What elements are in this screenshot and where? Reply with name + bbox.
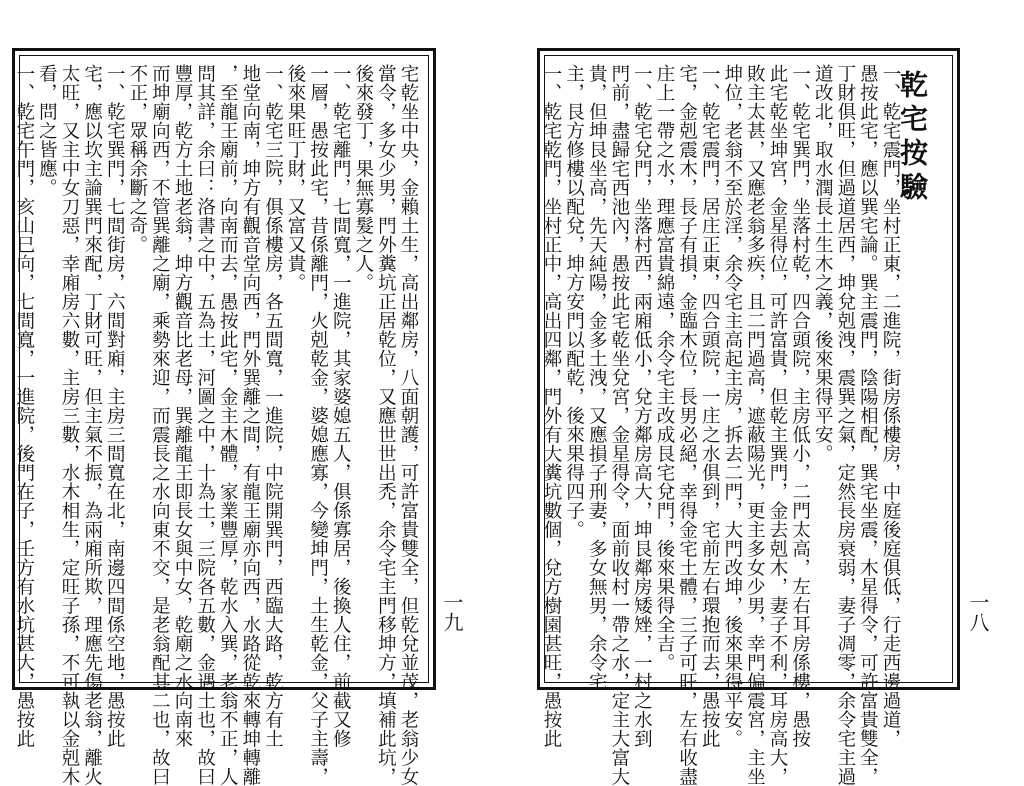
text-column: 太旺，又主中女刀惡，幸廂房六數，主房三數，水木相生，定旺子孫，不可執以金剋木	[59, 64, 80, 786]
text-column: 一、乾宅兌門，坐落村西，兩廂低小，兌方鄰房高大，坤艮鄰房矮矬，一村之水到	[631, 64, 653, 748]
text-column: 一、乾宅巽門，坐落村乾，四合頭院，主房低小，二門太高，左右耳房係樓，愚按	[789, 64, 811, 748]
text-column: 門前，盡歸宅西池內，愚按此宅乾坐兌宮，金星得令，面前收村一帶之水，定主大富大	[608, 64, 630, 786]
text-column: 一、乾宅震門，坐村正東，二進院，街房係樓房，中庭後庭俱低，行走西邊過道，	[880, 64, 901, 748]
text-column: ，至龍王廟前，向南而去，愚按此宅，金主木體，家業豐厚，乾水入巽，老翁不正，人	[217, 64, 239, 786]
text-column: 不正，眾稱余斷之奇。	[126, 64, 148, 254]
text-column: 主，艮方修樓以配兌，坤方安門以配乾，後來果得四子。	[563, 64, 585, 539]
text-column: 此宅乾坐坤宮，金星得位，可許富貴，但乾主巽門，金去剋木，妻子不利，耳房高大，	[767, 64, 788, 786]
text-column: 坤位，老翁不至於淫，余令宅主高起主房，拆去二門，大門改坤，後來果得平安。	[721, 64, 743, 748]
text-column: 愚按此宅，應以巽宅論。巽主震門，陰陽相配，巽宅坐震，木星得令，可許富貴雙全，	[857, 64, 879, 786]
text-column: 宅，應以坎主論巽門來配，丁財可旺，但主氣不振，為兩廂所欺，理應先傷老翁，離火	[81, 64, 103, 786]
text-column: 看，問之皆應。	[36, 64, 58, 197]
text-column: 一、乾宅巽門，七間街房，六間對廂，主房三間寬在北，南邊四間係空地，愚按此	[104, 64, 126, 748]
text-column: 當令，多女少男，門外糞坑正居乾位，又應世世出禿，余令宅主門移坤方，填補此坑，	[375, 64, 397, 786]
text-column: 宅，金剋震木，長子有損，金臨木位，長男必絕，幸得金宅土體，三子可旺，左右收盡	[676, 64, 698, 786]
text-column: 丁財俱旺，但過道居西，坤兌剋洩，震巽之氣，定然長房衰弱，妻子凋零，余令宅主過	[834, 64, 856, 786]
text-column: 一、乾宅震門，居庄正東，四合頭院，一庄之水俱到，宅前左右環抱而去，愚按此	[699, 64, 721, 748]
text-column: 問其詳，余曰：洛書之中，五為土，河圖之中，十為土，三院各五數，金遇土也，故曰	[194, 64, 216, 786]
left-page-frame	[13, 55, 429, 786]
text-column: 地堂向南，坤方有觀音堂向西，門外巽離之間，有龍王廟亦向西，水路從乾來轉坤轉離	[239, 64, 261, 786]
left-page	[12, 48, 436, 786]
left-page-number: 一九	[440, 592, 464, 632]
text-column: 後來果旺丁財，又富又貴。	[285, 64, 306, 292]
text-column: 一層，愚按此宅，昔係離門，火剋乾金，婆媳應寡，今變坤門，土生乾金，父子主壽，	[307, 64, 329, 786]
text-column: 一、乾宅乾門，坐村正中，高出四鄰，門外有大糞坑數個，兌方樹園甚旺，愚按此	[541, 64, 562, 748]
text-column: 貴，但坤艮坐高，先天純陽，金多土洩，又應損子刑妻，多女無男，余令宅	[586, 64, 608, 691]
text-column: 敗主太甚，又應老翁多疾，且二門過高，遮蔽陽光，更主多女少男，幸門偏震宮，主坐	[744, 64, 766, 786]
text-column: 庄上一帶之水，理應富貴綿遠，余令宅主改成艮宅兌門，後來果得全吉。	[654, 64, 675, 672]
right-page-frame	[541, 55, 953, 786]
text-column: 一、乾宅離門，七間寬，一進院，其家婆媳五人，俱係寡居，後換人住，前截又修	[330, 64, 352, 748]
right-page-number: 一八	[966, 592, 990, 632]
text-column: 豐厚，乾方土地老翁，坤方觀音比老母，巽離龍王即長女與中女，乾廟之水向南來	[172, 64, 193, 748]
text-column: 一、乾宅三院，俱係樓房，各五間寬，一進院，中院開巽門，西臨大路，乾方有土	[262, 64, 284, 748]
right-page	[537, 48, 960, 786]
page-title: 乾宅按驗	[896, 70, 929, 206]
text-column: 而坤廟向西，不管巽離之廟，乘勢來迎，而震長之水向東不交，是老翁配其二也，故曰	[149, 64, 171, 786]
text-column: 後來發丁，果無寡髮之人。	[352, 64, 374, 292]
text-column: 道改北，取水潤長土生木之義，後來果得平安。	[812, 64, 834, 463]
text-column: 宅乾坐中央，金賴土生，高出鄰房，八面朝護，可許富貴雙全，但乾兌並茂，老翁少女	[398, 64, 419, 786]
text-column: 一、乾宅午門，亥山巳向，七間寬，一進院，後門在子，壬方有水坑甚大，愚按此	[13, 64, 35, 748]
